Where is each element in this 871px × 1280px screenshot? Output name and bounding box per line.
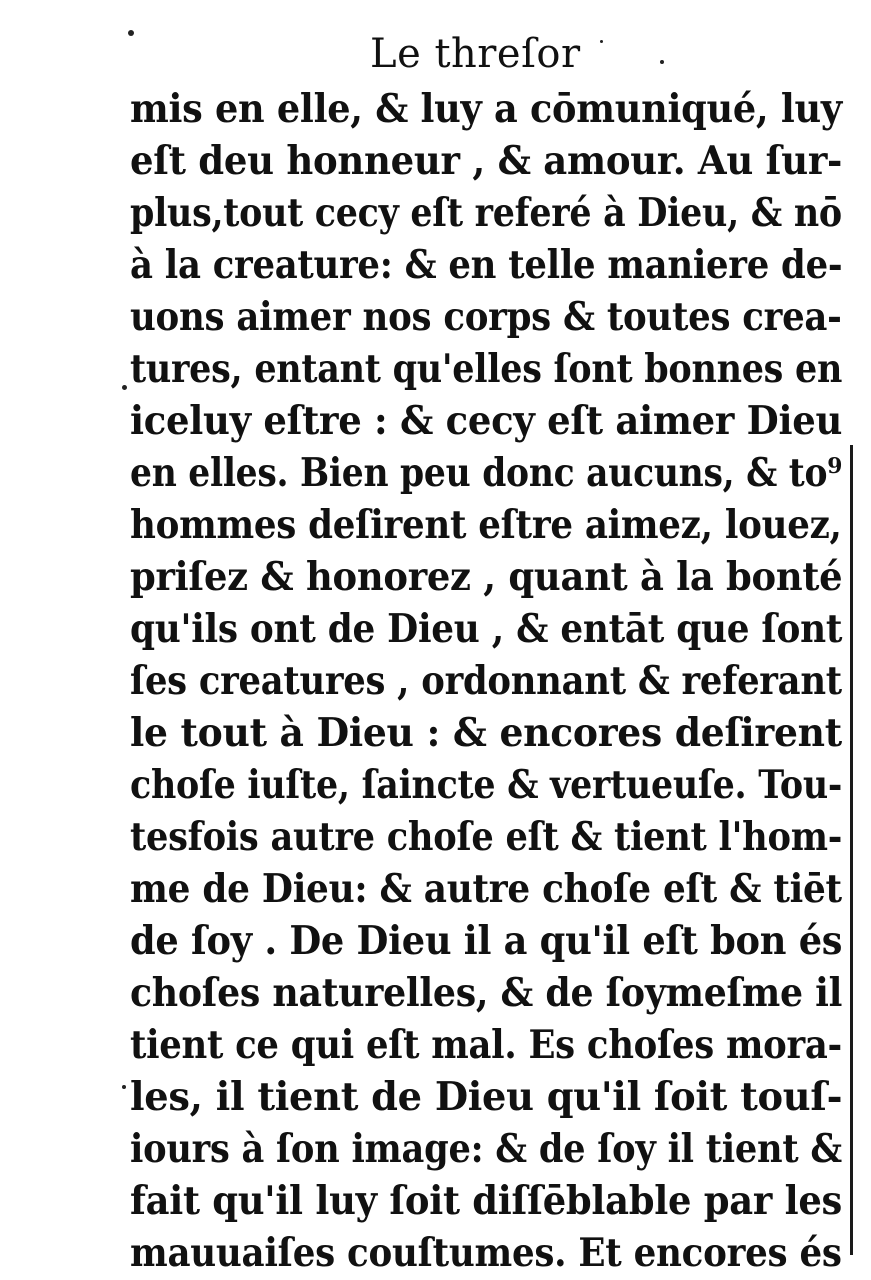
text-line: choſes naturelles, & de ſoymeſme il — [130, 970, 843, 1016]
text-line: mauuaiſes couſtumes. Et encores és — [130, 1230, 842, 1276]
text-line: choſe iuſte, ſaincte & vertueuſe. Tou- — [130, 762, 843, 808]
page-edge-rule — [850, 445, 853, 1255]
text-line: tures, entant qu'elles ſont bonnes en — [130, 346, 843, 392]
text-line: les, il tient de Dieu qu'il ſoit touſ- — [130, 1074, 843, 1120]
text-line: ſes creatures , ordonnant & referant — [130, 658, 842, 704]
running-head: Le threſor — [370, 31, 581, 77]
body-text — [130, 83, 843, 1279]
text-line: qu'ils ont de Dieu , & entāt que ſont — [130, 606, 843, 652]
ink-speck — [660, 60, 664, 64]
ink-speck — [122, 385, 127, 390]
text-line: eſt deu honneur , & amour. Au ſur- — [130, 138, 843, 184]
ink-speck — [128, 30, 134, 36]
text-line: plus,tout cecy eſt referé à Dieu, & nō — [130, 190, 842, 236]
text-line: iours à ſon image: & de ſoy il tient & — [130, 1126, 842, 1172]
text-line: tesfois autre choſe eſt & tient l'hom- — [130, 814, 843, 860]
ink-speck — [600, 40, 603, 43]
text-line: hommes deſirent eſtre aimez, louez, — [130, 502, 842, 548]
text-line: mis en elle, & luy a cōmuniqué, luy — [130, 86, 842, 132]
text-line: uons aimer nos corps & toutes crea- — [130, 294, 842, 340]
text-line: fait qu'il luy ſoit diſſēblable par les — [130, 1178, 843, 1224]
ink-speck — [122, 1085, 126, 1089]
text-line: priſez & honorez , quant à la bonté — [130, 554, 843, 600]
text-line: le tout à Dieu : & encores deſirent — [130, 710, 842, 756]
text-line: de ſoy . De Dieu il a qu'il eſt bon és — [130, 918, 843, 964]
text-line: à la creature: & en telle maniere de- — [130, 242, 843, 288]
text-line: en elles. Bien peu donc aucuns, & to⁹ — [130, 450, 843, 496]
text-line: me de Dieu: & autre choſe eſt & tiēt — [130, 866, 842, 912]
text-line: iceluy eſtre : & cecy eſt aimer Dieu — [130, 398, 843, 444]
text-line: tient ce qui eſt mal. Es choſes mora- — [130, 1022, 842, 1068]
